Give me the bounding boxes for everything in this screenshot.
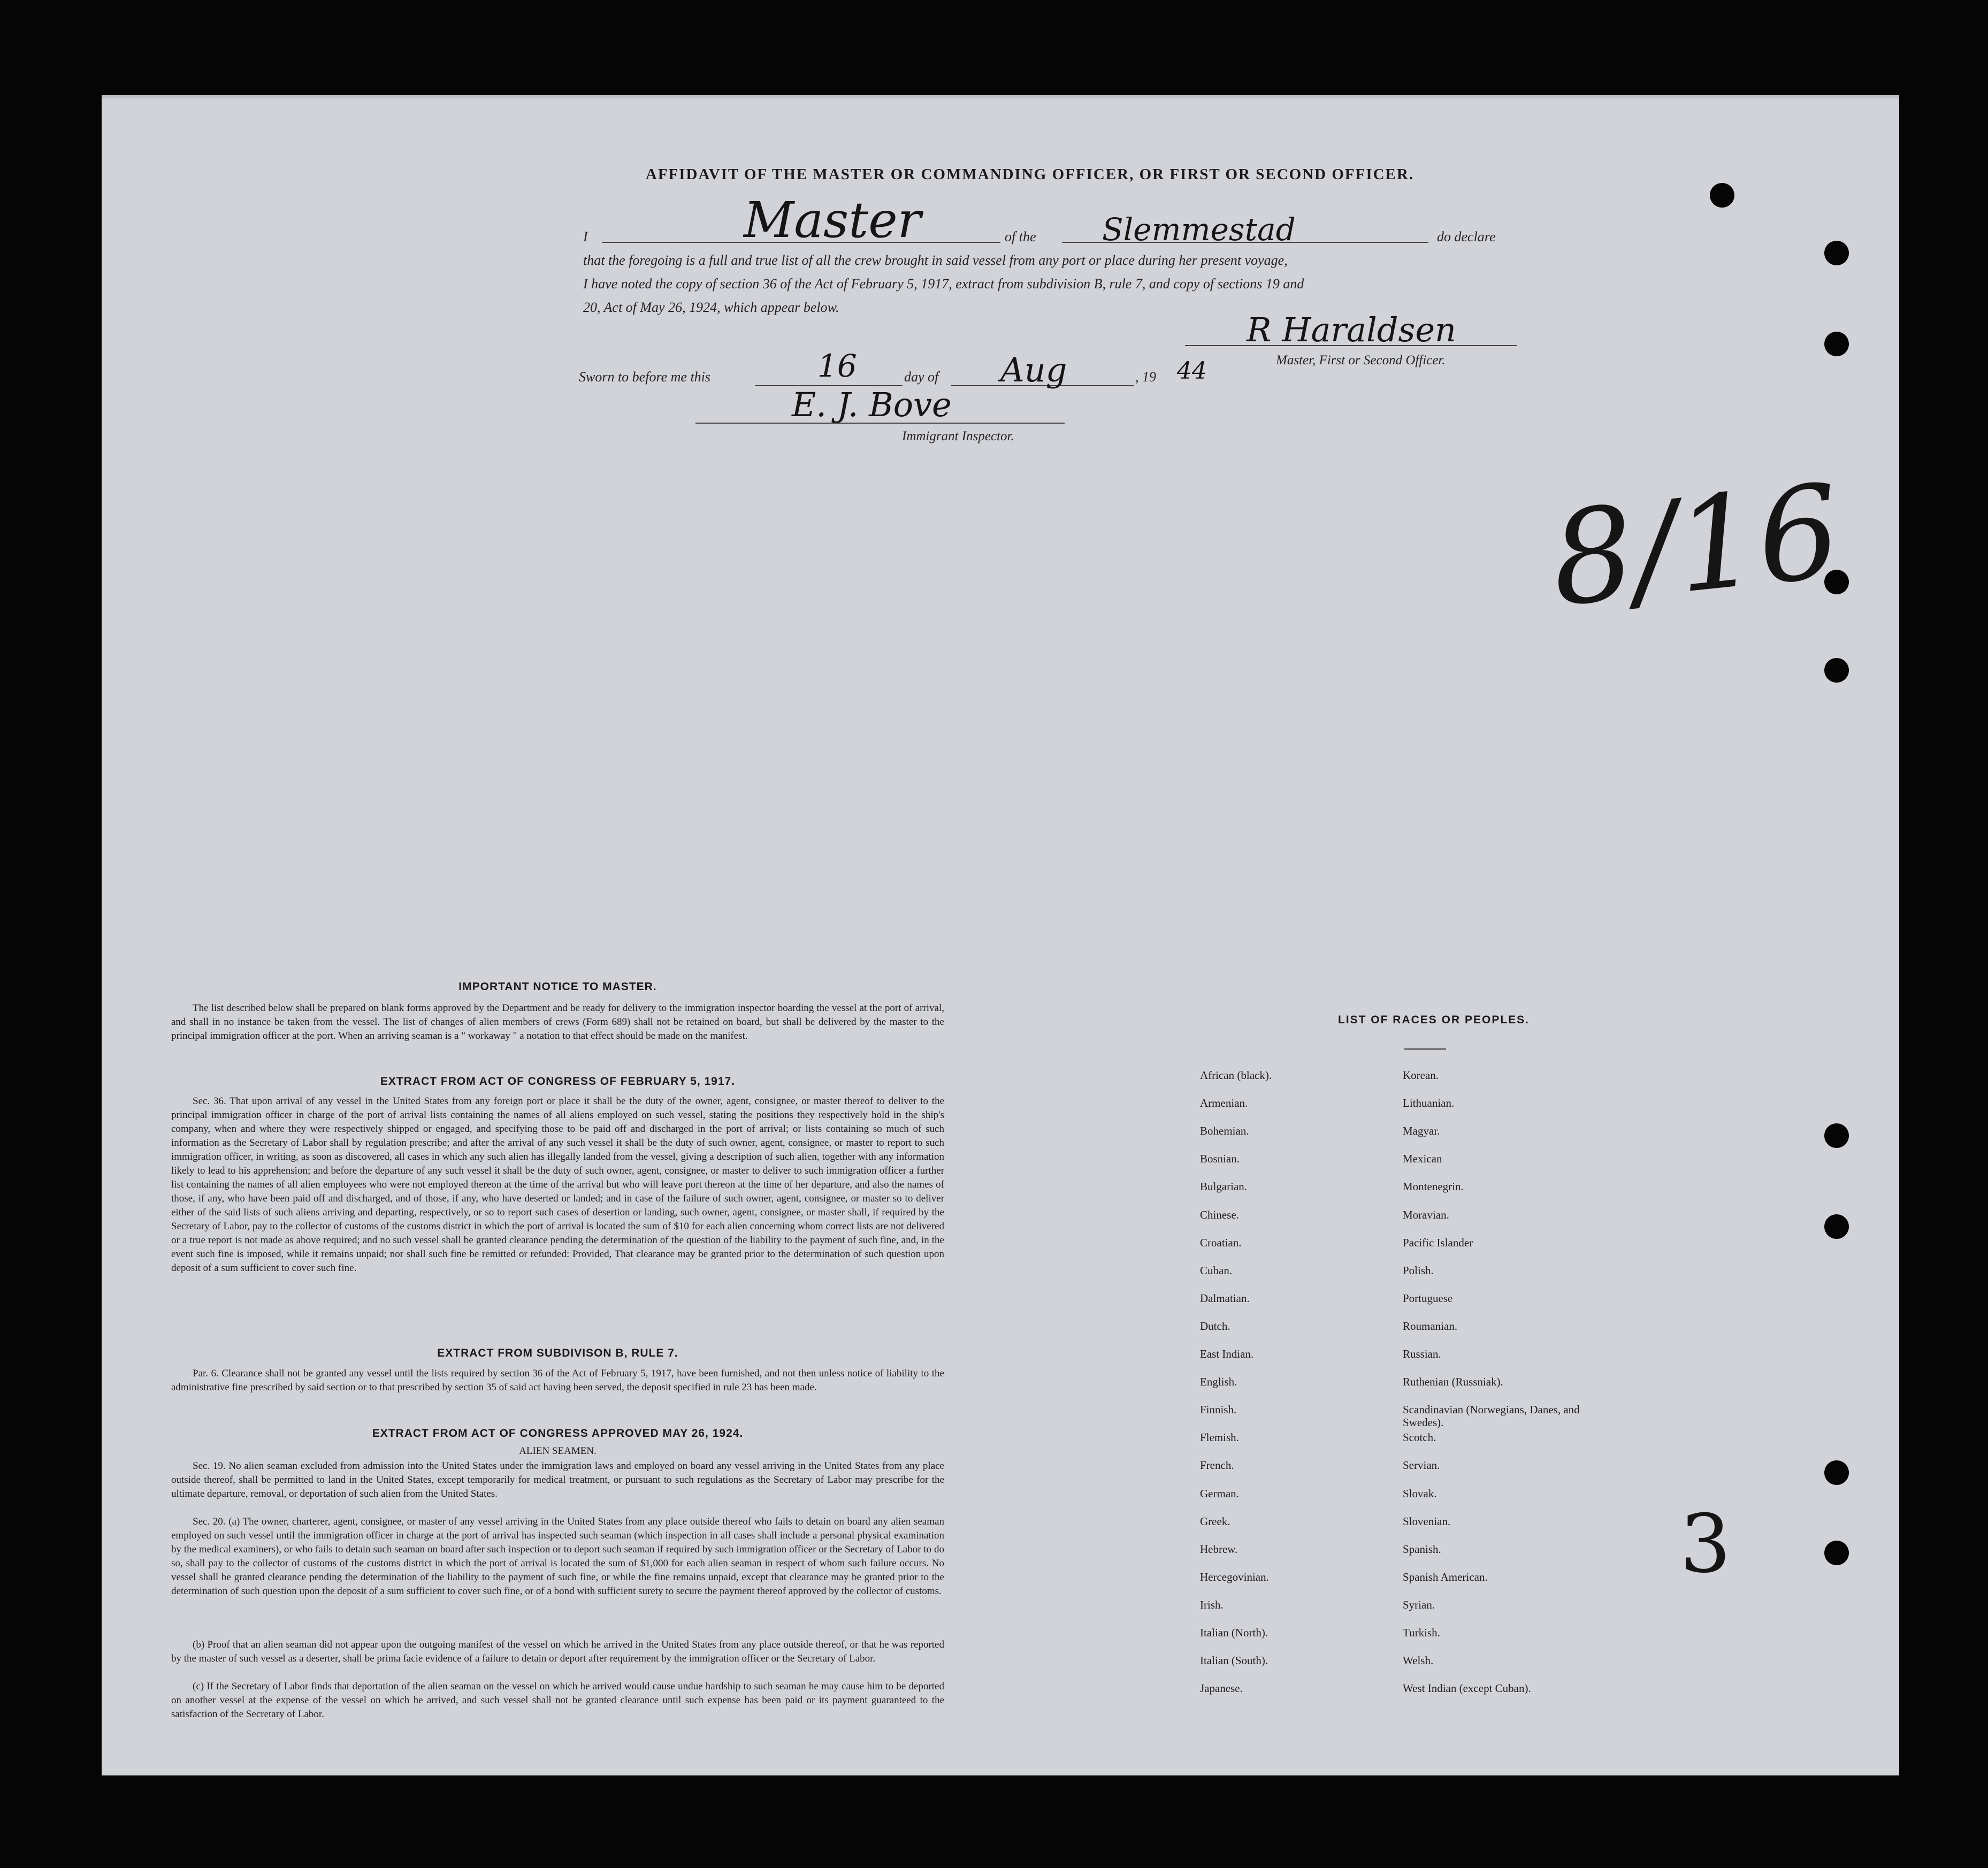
extract-1924-title: EXTRACT FROM ACT OF CONGRESS APPROVED MAY 26, 1924. bbox=[372, 1427, 744, 1440]
alien-seamen-subtitle: ALIEN SEAMEN. bbox=[519, 1445, 597, 1457]
race-item: Welsh. bbox=[1403, 1654, 1434, 1667]
binder-hole bbox=[1710, 183, 1734, 208]
affidavit-line-2: that the foregoing is a full and true list of all the crew brought in said vessel from any port or place during her present voyage, bbox=[583, 252, 1288, 268]
extract-1917-title: EXTRACT FROM ACT OF CONGRESS OF FEBRUARY 5, 1917. bbox=[380, 1075, 736, 1088]
handwritten-day: 16 bbox=[817, 348, 857, 384]
race-item: Dalmatian. bbox=[1200, 1291, 1250, 1305]
race-item: Turkish. bbox=[1403, 1626, 1440, 1639]
affidavit-line-3: I have noted the copy of section 36 of the Act of February 5, 1917, extract from subdivision B, rule 7, and copy of sections 19 and bbox=[583, 276, 1304, 292]
handwritten-date-note: 8/16 bbox=[1544, 456, 1847, 636]
day-of-label: day of bbox=[904, 369, 939, 385]
inspector-line bbox=[695, 423, 1065, 424]
race-item: Bulgarian. bbox=[1200, 1180, 1248, 1193]
race-item: Armenian. bbox=[1200, 1097, 1248, 1110]
race-item: Syrian. bbox=[1403, 1598, 1435, 1611]
extract-1917-text: Sec. 36. That upon arrival of any vessel in the United States from any foreign port or place it shall be the duty of the owner, agent, consignee, or master thereof to deliver to the principal immigration officer in charge of the port of arrival lists containing the names of all aliens employed on such vessel, stating the positions they respectively hold in the ship's company, when and where they were respectively shipped or engaged, and specifying those to be paid off and discharged in the port of arrival; or lists containing so much of such information as the Secretary of Labor shall by regulation prescribe; and after the arrival of any such vessel it shall be the duty of such owner, agent, consignee, or master to report to such immigration officer, in writing, as soon as discovered, all cases in which any such alien has illegally landed from the vessel, giving a description of such alien, together with any information likely to lead to his apprehension; and before the departure of any such vessel it shall be the duty of such owner, agent, consignee, or master to deliver to such immigration officer a further list containing the names of all alien employees who were not employed thereon at the time of the arrival but who will leave port thereon at the time of her departure, and also the names of those, if any, who have been paid off and discharged, and of those, if any, who have deserted or landed; and in case of the failure of such owner, agent, consignee, or master so to deliver either of the said lists of such aliens arriving and departing, respectively, or so to report such cases of desertion or landing, such owner, agent, consignee, or master shall, if required by the Secretary of Labor, pay to the collector of customs of the customs district in which the port of arrival is located the sum of $10 for each alien concerning whom correct lists are not delivered or a true report is not made as above required; and no such vessel shall be granted clearance pending the determination of the question of the liability to the payment of such fine, and, in the event such fine is imposed, while it remains unpaid; nor shall such fine be remitted or refunded: Provided, That clearance may be granted prior to the determination of such question upon deposit of a sum sufficient to cover such fine. bbox=[171, 1096, 944, 1274]
rule-7-title: EXTRACT FROM SUBDIVISON B, RULE 7. bbox=[437, 1347, 678, 1359]
race-item: Bohemian. bbox=[1200, 1124, 1249, 1138]
race-item: Mexican bbox=[1403, 1152, 1442, 1166]
binder-hole bbox=[1824, 1123, 1849, 1148]
race-item: Portuguese bbox=[1403, 1291, 1453, 1305]
race-item: Dutch. bbox=[1200, 1319, 1230, 1333]
race-item: African (black). bbox=[1200, 1069, 1272, 1082]
races-rule bbox=[1404, 1048, 1446, 1050]
race-item: Polish. bbox=[1403, 1264, 1434, 1277]
race-item: Croatian. bbox=[1200, 1236, 1242, 1249]
binder-hole bbox=[1824, 1541, 1849, 1565]
master-signature: R Haraldsen bbox=[1247, 310, 1456, 349]
race-item: Greek. bbox=[1200, 1514, 1230, 1528]
races-title: LIST OF RACES OR PEOPLES. bbox=[1337, 1014, 1530, 1026]
race-item: English. bbox=[1200, 1375, 1237, 1389]
affidavit-do-declare: do declare bbox=[1437, 229, 1496, 244]
race-item: Irish. bbox=[1200, 1598, 1224, 1611]
race-item: Hebrew. bbox=[1200, 1542, 1238, 1556]
affidavit-line-4: 20, Act of May 26, 1924, which appear below. bbox=[583, 300, 839, 315]
race-item: Bosnian. bbox=[1200, 1152, 1240, 1166]
affidavit-of-the: of the bbox=[1005, 229, 1036, 244]
race-item: Moravian. bbox=[1403, 1208, 1449, 1221]
race-item: Lithuanian. bbox=[1403, 1097, 1455, 1110]
handwritten-page-note: 3 bbox=[1680, 1498, 1731, 1591]
race-item: Cuban. bbox=[1200, 1264, 1233, 1277]
affidavit-title: AFFIDAVIT OF THE MASTER OR COMMANDING OFFICER, OR FIRST OR SECOND OFFICER. bbox=[645, 166, 1414, 183]
sworn-prefix: Sworn to before me this bbox=[579, 369, 711, 385]
sec-20a-text: Sec. 20. (a) The owner, charterer, agent, consignee, or master of any vessel arriving in the United States from any place outside thereof who fails to detain on board any alien seaman employed on such vessel until the immigration officer in charge at the port of arrival has inspected such seaman (which inspection in all cases shall include a personal physical examination by the medical examiners), or who fails to detain such seaman on board after such inspection or to deport such seaman if required by such immigration officer or the Secretary of Labor to do so, shall pay to the collector of customs of the customs district in which the port of arrival is located the sum of $1,000 for each alien seaman in respect of whom such failure occurs. No vessel shall be granted clearance pending the determination of the liability to the payment of such fine, or while the fine remains unpaid, except that clearance may be granted prior to the determination of such question upon the deposit of a sum sufficient to cover such fine, or of a bond with sufficient surety to secure the payment thereof approved by the collector of customs. bbox=[171, 1516, 944, 1597]
race-item: Japanese. bbox=[1200, 1682, 1243, 1695]
race-item: East Indian. bbox=[1200, 1348, 1254, 1360]
race-item: German. bbox=[1200, 1487, 1239, 1500]
race-item: Spanish American. bbox=[1403, 1570, 1488, 1583]
race-item: Finnish. bbox=[1200, 1403, 1237, 1417]
race-item: Korean. bbox=[1403, 1069, 1439, 1082]
inspector-caption: Immigrant Inspector. bbox=[902, 429, 1014, 443]
race-item: Montenegrin. bbox=[1403, 1180, 1464, 1193]
sec-19-text: Sec. 19. No alien seaman excluded from admission into the United States under the immigration laws and employed on board any vessel arriving in the United States from any place outside thereof, shall be permitted to land in the United States, except temporarily for medical treatment, or pursuant to such regulations as the Secretary of Labor may prescribe for the ultimate departure, removal, or deportation of such alien from the United States. bbox=[171, 1460, 944, 1499]
race-item: Scotch. bbox=[1403, 1431, 1436, 1444]
race-item: Scandinavian (Norwegians, Danes, and Swedes). bbox=[1403, 1403, 1580, 1429]
rule-7-text: Par. 6. Clearance shall not be granted any vessel until the lists required by section 36 of the Act of February 5, 1917, have been furnished, and not then unless notice of liability to the administrative fine prescribed by said section or to that prescribed by section 35 of said act having been served, the deposit specified in rule 23 has been made. bbox=[171, 1368, 944, 1393]
handwritten-vessel: Slemmestad bbox=[1102, 211, 1296, 248]
race-item: Chinese. bbox=[1200, 1208, 1239, 1221]
signature-line bbox=[1185, 345, 1517, 346]
handwritten-rank: Master bbox=[744, 192, 921, 249]
binder-hole bbox=[1824, 241, 1849, 265]
binder-hole bbox=[1824, 1214, 1849, 1239]
notice-text: The list described below shall be prepared on blank forms approved by the Department and be ready for delivery to the immigration inspector boarding the vessel at the port of arrival, and shall in no instance be taken from the vessel. The list of changes of alien members of crews (Form 689) shall not be retained on board, but shall be delivered by the master to the principal immigration officer at the port. When an arriving seaman is a " workaway " a notation to that effect should be made on the manifest. bbox=[171, 1002, 944, 1042]
affidavit-i: I bbox=[583, 229, 588, 244]
race-item: Italian (South). bbox=[1200, 1654, 1268, 1667]
race-item: West Indian (except Cuban). bbox=[1403, 1682, 1531, 1695]
race-item: French. bbox=[1200, 1459, 1234, 1472]
binder-hole bbox=[1824, 658, 1849, 683]
race-item: Servian. bbox=[1403, 1459, 1440, 1472]
notice-title: IMPORTANT NOTICE TO MASTER. bbox=[458, 981, 657, 993]
race-item: Hercegovinian. bbox=[1200, 1570, 1269, 1583]
race-item: Slovak. bbox=[1403, 1487, 1437, 1500]
handwritten-year: 44 bbox=[1177, 357, 1207, 385]
race-item: Spanish. bbox=[1403, 1542, 1441, 1556]
binder-hole bbox=[1824, 332, 1849, 356]
race-item: Flemish. bbox=[1200, 1431, 1239, 1444]
inspector-signature: E. J. Bove bbox=[792, 385, 952, 424]
binder-hole bbox=[1824, 1460, 1849, 1485]
race-item: Ruthenian (Russniak). bbox=[1403, 1375, 1503, 1389]
signer-caption: Master, First or Second Officer. bbox=[1276, 353, 1446, 368]
race-item: Pacific Islander bbox=[1403, 1236, 1473, 1249]
year-prefix: , 19 bbox=[1135, 369, 1156, 385]
race-item: Roumanian. bbox=[1403, 1319, 1458, 1333]
sec-20b-text: (b) Proof that an alien seaman did not appear upon the outgoing manifest of the vessel on which he arrived in the United States from any place outside thereof, or that he was reported by the master of such vessel as a deserter, shall be prima facie evidence of a failure to detain or deport after requirement by the immigration officer or the Secretary of Labor. bbox=[171, 1639, 944, 1664]
sec-20c-text: (c) If the Secretary of Labor finds that deportation of the alien seaman on the vessel on which he arrived would cause undue hardship to such seaman he may cause him to be deported on another vessel at the expense of the vessel on which he arrived, and such vessel shall not be granted clearance until such expense has been paid or its payment guaranteed to the satisfaction of the Secretary of Labor. bbox=[171, 1681, 944, 1720]
race-item: Russian. bbox=[1403, 1348, 1441, 1360]
handwritten-month: Aug bbox=[1000, 350, 1067, 389]
race-item: Italian (North). bbox=[1200, 1626, 1268, 1639]
race-item: Magyar. bbox=[1403, 1124, 1440, 1138]
race-item: Slovenian. bbox=[1403, 1514, 1451, 1528]
